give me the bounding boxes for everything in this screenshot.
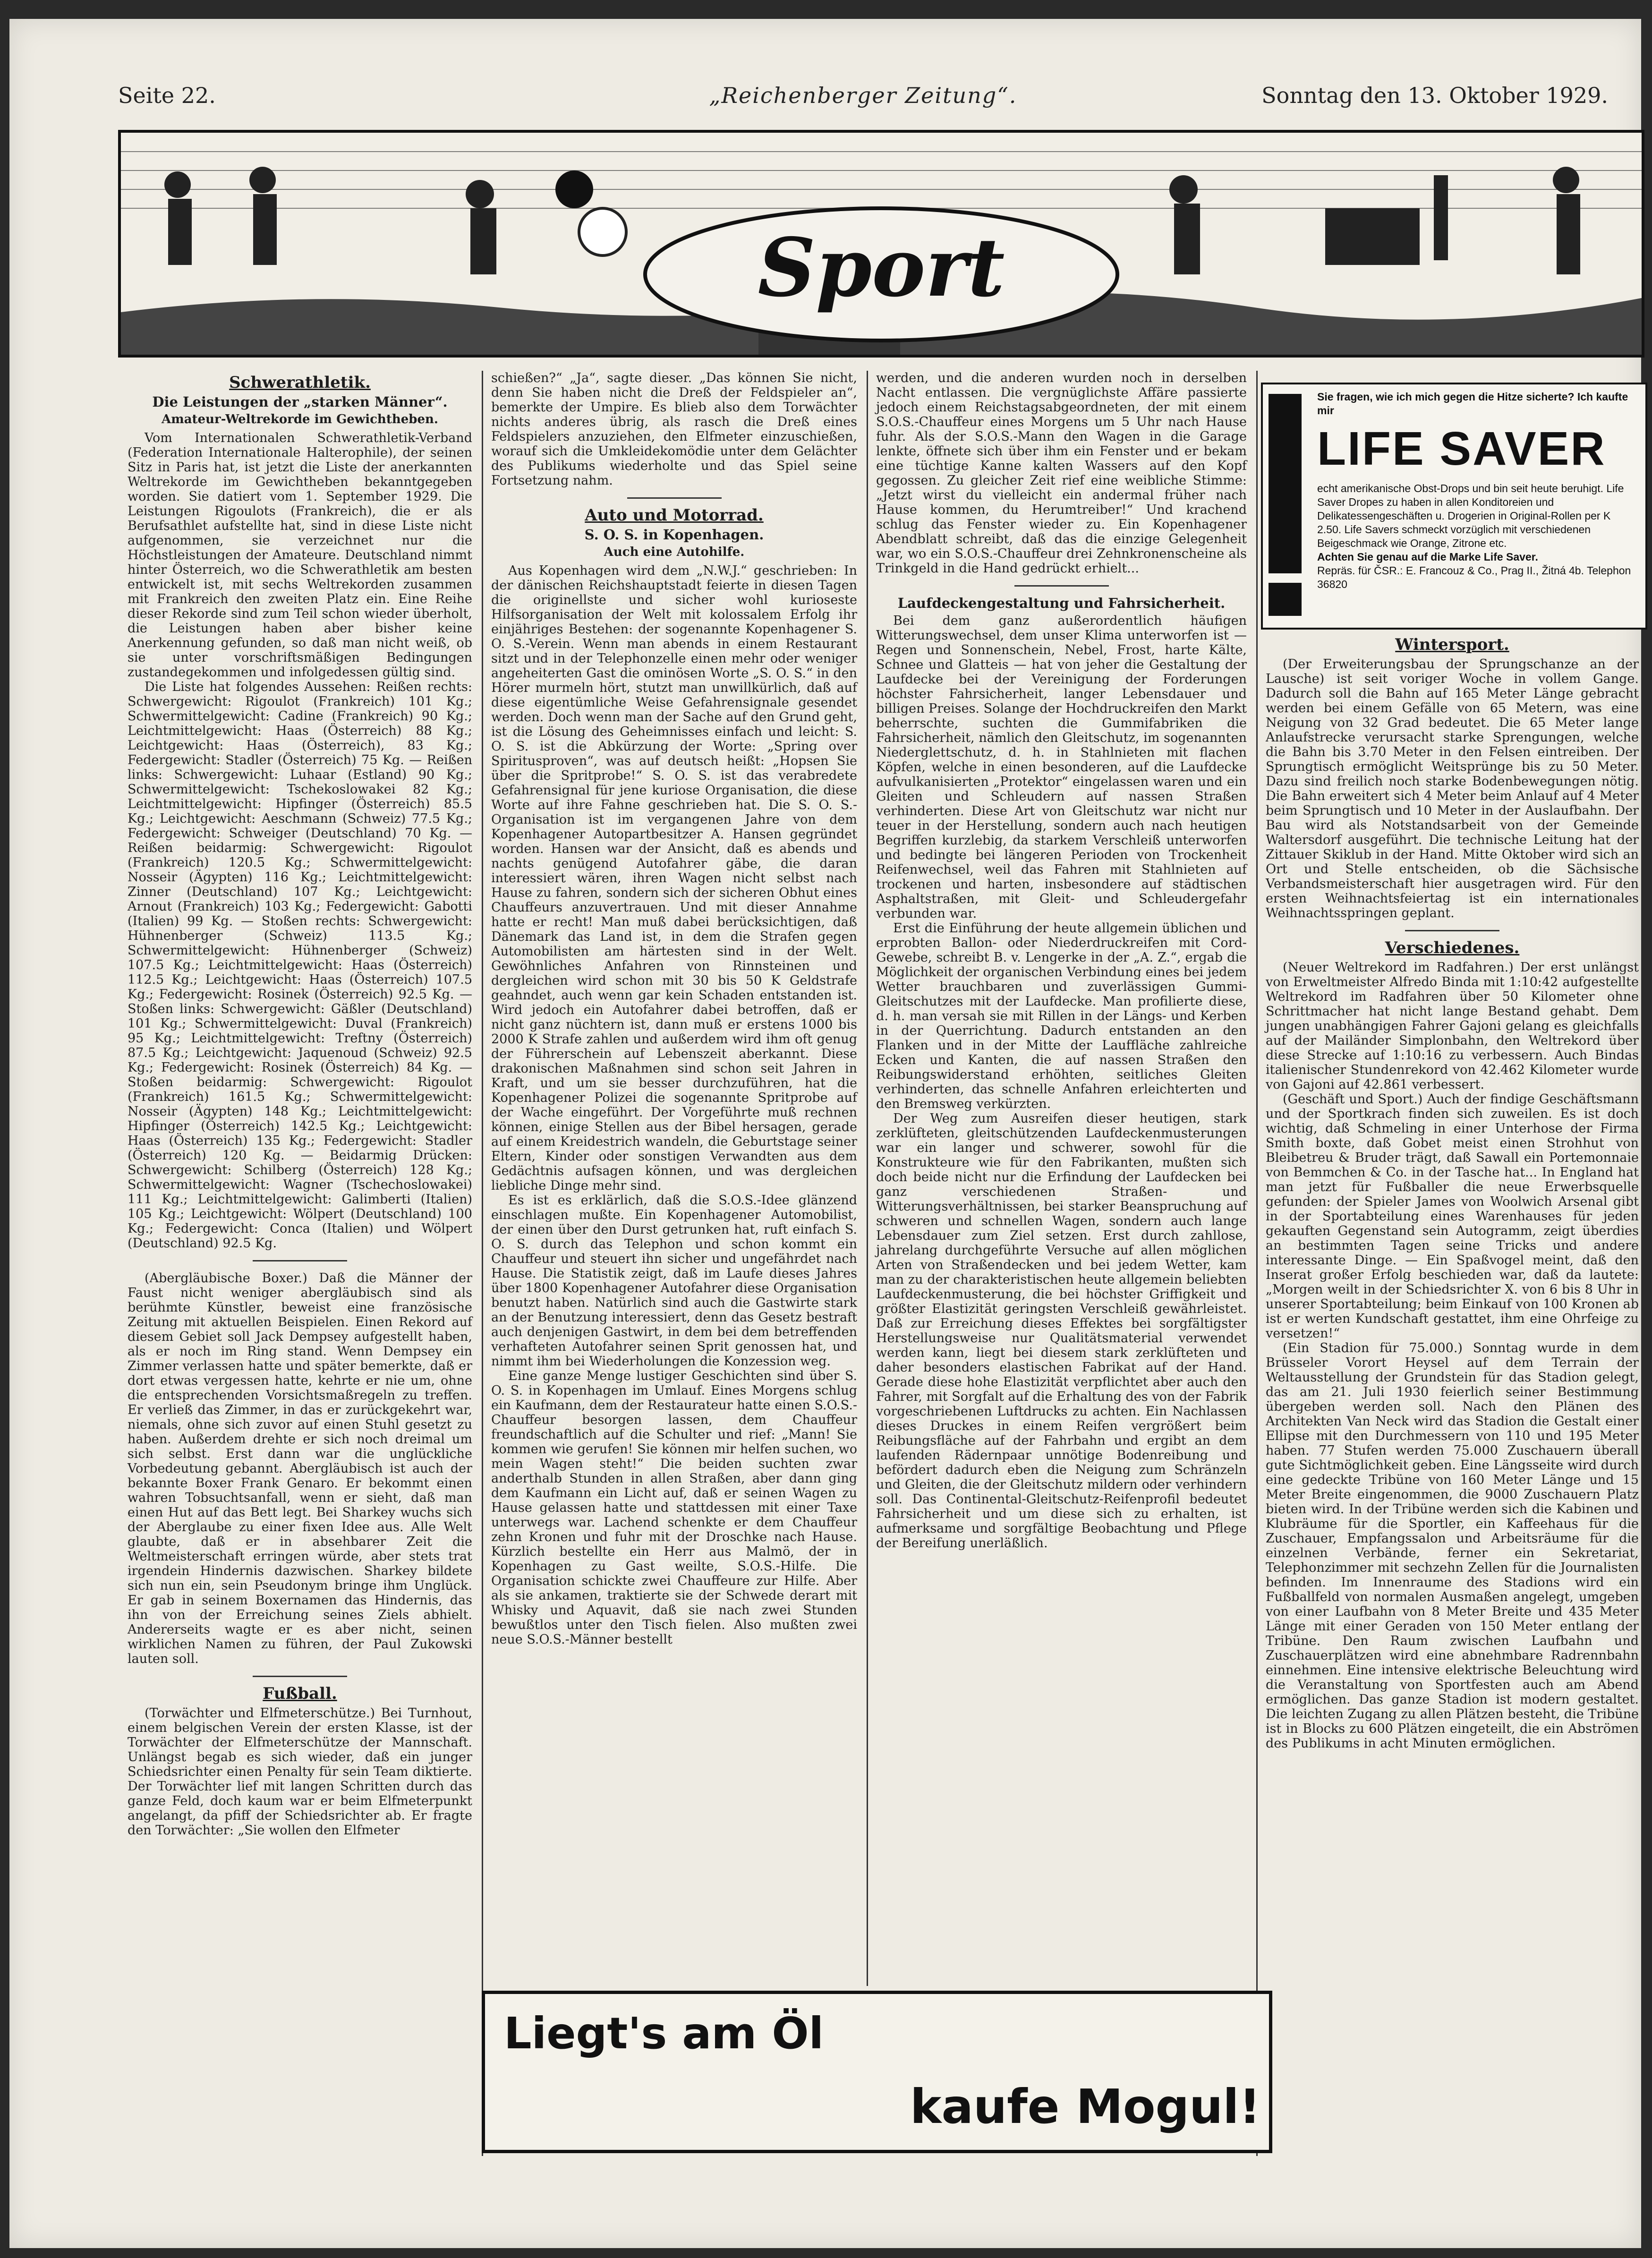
newspaper-page [9,19,1641,2248]
column-divider [482,371,483,2156]
page-header [118,83,1608,120]
article-paragraph: schießen?“ „Ja“, sagte dieser. „Das können Sie nicht, denn Sie haben nicht die Dreß der Feldspieler an“, bemerkte der Umpire. Es blieb also dem Torwächter nichts anderes übrig, als rasch die Dreß eines Feldspielers anzuziehen, den Elfmeter einzuschießen, worauf sich die Umkleidekomödie unter dem Gelächter des Publikums wiederholte und das Spiel seine Fortsetzung nahm. [491,371,857,488]
divider-rule [1405,930,1499,931]
article-paragraph: Vom Internationalen Schwerathletik-Verband (Federation Internationale Halterophile), der seinen Sitz in Paris hat, ist jetzt die Liste der anerkannten Weltrekorde im Gewichtheben bekanntgegeben worden. Sie datiert vom 1. September 1929. Die Leistungen Rigoulots (Frankreich), die er als Berufsathlet aufstellte hat, sind in diese Liste nicht aufgenommen, sie verzeichnet nur die Höchstleistungen der Amateure. Deutschland nimmt hinter Österreich, wo die Schwerathletik am besten entwickelt ist, mit sechs Weltrekorden zusammen mit Frankreich den zweiten Platz ein. Eine Reihe dieser Rekorde sind zum Teil schon wieder überholt, die Leistungen haben aber bisher keine Anerkennung gefunden, so daß man nicht weiß, ob sie unter vorschriftsmäßigen Bedingungen zustandegekommen und infolgedessen gültig sind. [128,431,472,680]
article-paragraph: (Abergläubische Boxer.) Daß die Männer der Faust nicht weniger abergläubisch sind als berühmte Künstler, beweist eine französische Zeitung mit aktuellen Beispielen. Einen Rekord auf diesem Gebiet soll Jack Dempsey aufgestellt haben, als er noch im Ring stand. Wenn Dempsey ein Zimmer verlassen hatte und später bemerkte, daß er dort etwas vergessen hatte, kehrte er nie um, ohne die entsprechenden Vorsichtsmaßregeln zu treffen. Er verließ das Zimmer, in das er zurückgekehrt war, niemals, ohne sich zuvor auf einen Stuhl gesetzt zu haben. Außerdem drehte er sich noch dreimal um sich selbst. Erst dann war die unglückliche Vorbedeutung gebannt. Abergläubisch ist auch der bekannte Boxer Frank Genaro. Er bekommt einen wahren Tobsuchtsanfall, wenn er sieht, daß man einen Hut auf das Bett legt. Bei Sharkey wuchs sich der Aberglaube zu einer fixen Idee aus. Alle Welt glaubte, daß er in absehbarer Zeit die Weltmeisterschaft erringen würde, aber stets trat irgendein Hindernis dazwischen. Sharkey bildete sich nun ein, sein Pseudonym bringe ihm Unglück. Er gab in seinem Boxernamen das Hindernis, das ihn von der Erreichung seines Ziels abhielt. Andererseits wagte er es aber nicht, seinen wirklichen Namen zu führen, der Paul Zukowski lauten soll. [128,1271,472,1666]
column-4 [1266,633,1639,1751]
ad-line-2: kaufe Mogul! [910,2079,1261,2134]
ad-body: echt amerikanische Obst-Drops und bin seit heute beruhigt. Life Saver Dropes zu haben in allen Konditoreien und Delikatessengeschäften u. Drogerien in Original-Rollen per K 2.50. Life Savers schmeckt vorzüglich mit verschiedenen Beigeschmack wie Orange, Zitrone etc. [1317,482,1624,549]
page-number: Seite 22. [118,83,216,108]
column-2 [491,371,857,1647]
section-heading-wintersport: Wintersport. [1395,635,1509,654]
newspaper-name: „Reichenberger Zeitung“. [709,83,1017,108]
article-subtitle: Auch eine Autohilfe. [604,545,745,559]
article-paragraph: Der Weg zum Ausreifen dieser heutigen, stark zerklüfteten, gleitschützenden Laufdeckenmusterungen war ein langer und schwerer, sowohl für die Konstrukteure wie für den Fabrikanten, mußten sich doch beide nicht nur die Erfindung der Laufdecken bei ganz verschiedenen Straßen- und Witterungsverhältnissen, bei starker Beanspruchung auf schweren und schnellen Wagen, sondern auch lange Lebensdauer zum Ziel setzen. Erst durch zahllose, jahrelang durchgeführte Versuche auf allen möglichen Arten von Straßendecken und bei jedem Wetter, kam man zu der charakteristischen heute allgemein beliebten Laufdeckenmusterung, die bei höchster Griffigkeit und größter Elastizität geringsten Verschleiß gewährleistet. Daß zur Erreichung dieses Effektes bei sorgfältigster Herstellungsweise nur Qualitätsmaterial verwendet werden kann, liegt bei diesem stark zerklüfteten und daher besonders elastischen Fabrikat auf der Hand. Gerade diese hohe Elastizität verpflichtet aber auch den Fahrer, mit Sorgfalt auf die Erhaltung des von der Fabrik vorgeschriebenen Luftdrucks zu achten. Ein Nachlassen dieses Druckes in einem Reifen vergrößert beim Reibungsfläche auf der Fahrbahn und ergibt an dem laufenden Rädernpaar unnötige Bodenreibung und befördert dadurch eben die Neigung zum Schränzeln und Gleiten, die der Gleitschutz mildern oder verhindern soll. Das Continental-Gleitschutz-Reifenprofil bedeutet Fahrsicherheit und um diese sich zu erhalten, ist aufmerksame und sorgfältige Beobachtung und Pflege der Bereifung unerläßlich. [876,1111,1247,1551]
record-list: Die Liste hat folgendes Aussehen: Reißen rechts: Schwergewicht: Rigoulot (Frankreich) 101 Kg.; Schwermittelgewicht: Cadine (Frankreich) 90 Kg.; Leichtmittelgewicht: Haas (Österreich) 88 Kg.; Leichtgewicht: Haas (Österreich), 83 Kg.; Federgewicht: Stadler (Österreich) 75 Kg. — Reißen links: Schwergewicht: Luhaar (Estland) 90 Kg.; Schwermittelgewicht: Tschekoslowakei 82 Kg.; Leichtmittelgewicht: Hipfinger (Österreich) 85.5 Kg.; Leichtgewicht: Aeschmann (Schweiz) 77.5 Kg.; Federgewicht: Schweiger (Deutschland) 70 Kg. — Reißen beidarmig: Schwergewicht: Rigoulot (Frankreich) 120.5 Kg.; Schwermittelgewicht: Nosseir (Ägypten) 116 Kg.; Leichtmittelgewicht: Zinner (Deutschland) 107 Kg.; Leichtgewicht: Arnout (Frankreich) 103 Kg.; Federgewicht: Gabotti (Italien) 99 Kg. — Stoßen rechts: Schwergewicht: Hühnenberger (Schweiz) 113.5 Kg.; Schwermittelgewicht: Hühnenberger (Schweiz) 107.5 Kg.; Leichtmittelgewicht: Haas (Österreich) 112.5 Kg.; Leichtgewicht: Haas (Österreich) 107.5 Kg.; Federgewicht: Rosinek (Österreich) 92.5 Kg. — Stoßen links: Schwergewicht: Gäßler (Deutschland) 101 Kg.; Schwermittelgewicht: Duval (Frankreich) 95 Kg.; Leichtmittelgewicht: Treftny (Österreich) 87.5 Kg.; Leichtgewicht: Jaquenoud (Schweiz) 92.5 Kg.; Federgewicht: Rosinek (Österreich) 84 Kg. — Stoßen beidarmig: Schwergewicht: Rigoulot (Frankreich) 161.5 Kg.; Schwermittelgewicht: Nosseir (Ägypten) 148 Kg.; Leichtmittelgewicht: Hipfinger (Österreich) 142.5 Kg.; Leichtgewicht: Haas (Österreich) 135 Kg.; Federgewicht: Stadler (Österreich) 120 Kg. — Beidarmig Drücken: Schwergewicht: Schilberg (Österreich) 128 Kg.; Schwermittelgewicht: Wagner (Tschechoslowakei) 111 Kg.; Leichtmittelgewicht: Galimberti (Italien) 105 Kg.; Leichtgewicht: Wölpert (Deutschland) 100 Kg.; Federgewicht: Conca (Italien) und Wölpert (Deutschland) 92.5 Kg. [128,680,472,1251]
exclamation-icon [1269,394,1302,573]
section-heading-schwerathletik: Schwerathletik. [229,373,371,392]
article-paragraph: (Ein Stadion für 75.000.) Sonntag wurde in dem Brüsseler Vorort Heysel auf dem Terrain der Weltausstellung der Grundstein für das Stadion gelegt, das am 21. Juli 1930 feierlich seiner Bestimmung übergeben werden soll. Nach den Plänen des Architekten Van Neck wird das Stadion die Gestalt einer Ellipse mit den Durchmessern von 110 und 195 Meter haben. 77 Stufen werden 75.000 Zuschauern überall gute Sichtmöglichkeit geben. Eine Längsseite wird durch eine gedeckte Tribüne von 160 Meter Länge und 15 Meter Breite eingenommen, die 9000 Zuschauern Platz bieten wird. In der Tribüne werden sich die Kabinen und Klubräume für die Sportler, ein Kaffeehaus für die Zuschauer, Empfangssalon und Arbeitsräume für die einzelnen Verbände, ferner ein Sekretariat, Telephonzimmer mit sechzehn Zellen für die Journalisten befinden. Im Innenraume des Stadions wird ein Fußballfeld von normalen Ausmaßen angelegt, umgeben von einer Laufbahn von 8 Meter Breite und 435 Meter Länge mit einer Geraden von 150 Meter entlang der Tribüne. Den Raum zwischen Laufbahn und Zuschauerplätzen wird eine abnehmbare Radrennbahn einnehmen. Eine intensive elektrische Beleuchtung wird die Veranstaltung von Sportfesten auch am Abend ermöglichen. Das ganze Stadion ist modern gestaltet. Die leichten Zugang zu allen Plätzen besteht, die Tribüne ist in Blocks zu 600 Plätzen eingeteilt, die ein Abströmen des Publikums in acht Minuten ermöglichen. [1266,1341,1639,1751]
athlete-figure-icon [164,171,191,198]
column-3 [876,371,1247,1551]
article-subtitle: Amateur-Weltrekorde im Gewichtheben. [162,412,438,426]
sport-banner [118,130,1644,358]
ad-contact: Repräs. für ČSR.: E. Francouz & Co., Prag II., Žitná 4b. Telephon 36820 [1317,564,1631,590]
sport-banner-illustration [121,133,1642,355]
article-paragraph: (Neuer Weltrekord im Radfahren.) Der erst unlängst von Erweltmeister Alfredo Binda mit 1:10:42 aufgestellte Weltrekord im Radfahren über 50 Kilometer ohne Schrittmacher hat nicht lange Bestand gehabt. Dem jungen unabhängigen Fahrer Gajoni gelang es gleichfalls auf der Mailänder Simplonbahn, den Weltrekord über diese Strecke auf 1:10:16 zu verbessern. Auch Bindas italienischer Stundenrekord von 42.462 Kilometer wurde von Gajoni auf 42.861 verbessert. [1266,960,1639,1092]
ball-icon [579,208,626,256]
article-paragraph: Aus Kopenhagen wird dem „N.W.J.“ geschrieben: In der dänischen Reichshauptstadt feierte in diesen Tagen die originellste und sicher wohl kurioseste Hilfsorganisation der Welt mit kolossalem Erfolg ihr einjähriges Bestehen: der sogenannte Kopenhagener S. O. S.-Verein. Wenn man abends in einem Restaurant sitzt und in der Telephonzelle einen mehr oder weniger angeheiterten Gast die ominösen Worte „S. O. S.“ in den Hörer murmeln hört, stutzt man unwillkürlich, daß auf diese eigentümliche Weise Gefahrensignale gesendet werden. Doch wenn man der Sache auf den Grund geht, ist die Lösung des Geheimnisses einfach und leicht: S. O. S. ist die Abkürzung der Worte: „Spring over Spiritusproven“, was auf deutsch heißt: „Hopsen Sie über die Spritprobe!“ S. O. S. ist das verabredete Gefahrensignal für jene kuriose Organisation, die diese Worte auf ihre Fahne geschrieben hat. Die S. O. S.-Organisation ist im vergangenen Jahre von dem Kopenhagener Autopartbesitzer A. Hansen gegründet worden. Hansen war der Ansicht, daß es abends und nachts genügend Autofahrer gäbe, die daran interessiert wären, ihren Wagen nicht selbst nach Hause zu fahren, sondern sich der sicheren Obhut eines Chauffeurs anzuvertrauen. Und mit dieser Annahme hatte er recht! Man muß dabei berücksichtigen, daß Dänemark das Land ist, in dem die Strafen gegen Automobilisten am härtesten sind in der Welt. Gewöhnliches Anfahren von Rinnsteinen und dergleichen wird schon mit 30 bis 50 K Geldstrafe geahndet, auch wenn gar kein Schaden entstanden ist. Wird jedoch ein Autofahrer dabei betroffen, daß er nicht ganz nüchtern ist, dann muß er erstens 1000 bis 2000 K Strafe zahlen und außerdem wird ihm oft genug der Führerschein auf Lebenszeit aberkannt. Diese drakonischen Maßnahmen sind schon seit Jahren in Kraft, und um sie besser durchzuführen, hat die Kopenhagener Polizei die sogenannte Spritprobe auf der Wache eingeführt. Der Vorgeführte muß rechnen können, einige Stellen aus der Bibel hersagen, gerade auf einem Kreidestrich wandeln, die Geburtstage seiner Eltern, Kinder oder sonstigen Verwandten aus dem Gedächtnis aufsagen können, und was dergleichen liebliche Dinge mehr sind. [491,563,857,1193]
life-saver-advertisement [1261,383,1647,630]
divider-rule [253,1676,347,1677]
article-paragraph: Eine ganze Menge lustiger Geschichten sind über S. O. S. in Kopenhagen im Umlauf. Eines Morgens schlug ein Kaufmann, dem der Restaurateur hatte einen S.O.S.-Chauffeur besorgen lassen, dem Chauffeur freundschaftlich auf die Schulter und rief: „Mann! Sie kommen wie gerufen! Sie können mir helfen suchen, wo mein Wagen steht!“ Die beiden suchten zwar anderthalb Stunden in allen Straßen, aber dann ging dem Kaufmann ein Licht auf, daß er seinen Wagen zu Hause gelassen hatte und stattdessen mit einer Taxe unterwegs war. Lachend schenkte er dem Chauffeur zehn Kronen und fuhr mit der Droschke nach Hause. Kürzlich bestellte ein Herr aus Malmö, der in Kopenhagen zu Gast weilte, S.O.S.-Hilfe. Die Organisation schickte zwei Chauffeure zur Hilfe. Aber als sie ankamen, traktierte sie der Schwede derart mit Whisky und Aquavit, daß sie nach zwei Stunden bewußtlos unter den Tisch fielen. Also mußten zwei neue S.O.S.-Männer bestellt [491,1369,857,1647]
article-paragraph: Es ist es erklärlich, daß die S.O.S.-Idee glänzend einschlagen mußte. Ein Kopenhagener Automobilist, der einen über den Durst getrunken hat, ruft einfach S. O. S. durch das Telephon und schon kommt ein Chauffeur und steuert ihn sicher und ungefährdet nach Hause. Die Statistik zeigt, daß im Laufe dieses Jahres über 1800 Kopenhagener Autofahrer diese Organisation benutzt haben. Natürlich sind auch die Gastwirte stark an der Benutzung interessiert, denn das Gesetz bestraft auch denjenigen Gastwirt, in dem bei dem betreffenden verhafteten Autofahrer seinen Sprit genossen hat, und nimmt ihm bei Wiederholungen die Konzession weg. [491,1193,857,1369]
article-title: Die Leistungen der „starken Männer“. [152,394,448,410]
ad-callout: Achten Sie genau auf die Marke Life Saver. [1317,551,1538,563]
mogul-oil-advertisement [482,1991,1272,2153]
article-paragraph: Erst die Einführung der heute allgemein üblichen und erprobten Ballon- oder Niederdruckreifen mit Cord-Gewebe, schreibt B. v. Lengerke in der „A. Z.“, ergab die Möglichkeit der organischen Verbindung eines bei jedem Wetter brauchbaren und zuverlässigen Gummi-Gleitschutzes mit der Laufdecke. Man profilierte diese, d. h. man versah sie mit Rillen in der Längs- und Kerben in der Querrichtung. Dadurch entstanden an den Flanken und in der Mitte der Lauffläche zahlreiche Ecken und Kanten, die auf nassen Straßen den Reibungswiderstand erhöhten, seitliches Gleiten verhinderten, das schnelle Anfahren erleichterten und den Bremsweg verkürzten. [876,921,1247,1111]
ad-headline: Sie fragen, wie ich mich gegen die Hitze sicherte? Ich kaufte mir [1317,391,1628,417]
banner-title: Sport [758,221,1005,315]
article-paragraph: werden, und die anderen wurden noch in derselben Nacht entlassen. Die vergnüglichste Affäre passierte jedoch einem Reichstagsabgeordneten, der mit einem S.O.S.-Chauffeur eines Morgens um 5 Uhr nach Hause fuhr. Als der S.O.S.-Mann den Wagen in die Garage lenkte, öffnete sich über ihm ein Fenster und er bekam eine tüchtige Kanne kalten Wassers auf den Kopf gegossen. Zu gleicher Zeit rief eine weibliche Stimme: „Jetzt wirst du vielleicht ein andermal früher nach Hause kommen, du Herumtreiber!“ Und krachend schlug das Fenster wieder zu. Ein Kopenhagener Abendblatt schreibt, daß das die einzige Gelegenheit war, wo ein S.O.S.-Chauffeur drei Zehnkronenscheine als Trinkgeld in die Hand gedrückt erhielt... [876,371,1247,576]
ad-line-1: Liegt's am Öl [504,2008,824,2059]
column-divider [867,371,868,1986]
column-1 [128,371,472,1838]
column-divider [1256,371,1258,2156]
section-heading-verschiedenes: Verschiedenes. [1385,938,1520,957]
divider-rule [1014,585,1109,587]
article-paragraph: (Geschäft und Sport.) Auch der findige Geschäftsmann und der Sportkrach finden sich zuweilen. Es ist doch wichtig, daß Schmeling in einer Unterhose der Firma Smith boxte, daß Gobet meist einen Strohhut von Bleibetreu & Bruder trägt, daß Sawall ein Portemonnaie von Bemmchen & Co. in der Tasche hat... In England hat man jetzt für Fußballer die neue Erwerbsquelle gefunden: der Spieler James von Woolwich Arsenal gibt in der Sportabteilung eines Warenhauses für jeden gekauften Gegenstand sein Autogramm, zeigt überdies an bestimmten Tagen seine Tricks und andere interessante Dinge. — Ein Spaßvogel meint, daß den Inserat großer Erfolg beschieden war, daß da lautete: „Morgen weilt in der Schiedsrichter X. von 6 bis 8 Uhr in unserer Sportabteilung; beim Einkauf von 100 Kronen ab ist er werten Kundschaft gestattet, ihm eine Ohrfeige zu versetzen!“ [1266,1092,1639,1341]
section-heading-auto: Auto und Motorrad. [585,506,764,525]
ad-brand: LIFE SAVER [1317,422,1606,475]
article-title: Laufdeckengestaltung und Fahrsicherheit. [897,595,1226,611]
divider-rule [627,497,722,499]
article-paragraph: Bei dem ganz außerordentlich häufigen Witterungswechsel, dem unser Klima unterworfen ist — Regen und Sonnenschein, Nebel, Frost, harte Kälte, Schnee und Glatteis — hat von jeher die Gestaltung der Laufdecke bei der Vereinigung der Forderungen höchster Fahrsicherheit, langer Lebensdauer und billigen Preises. Solange der Hochdruckreifen den Markt beherrschte, suchten die Gummifabriken die Fahrsicherheit, nämlich den Gleitschutz, im sogenannten Niederglettschutz, d. h. in Stahlnieten mit flachen Köpfen, welche in einen besonderen, auf die Laufdecke aufvulkanisierten „Protektor“ eingelassen waren und ein Gleiten und Schleudern auf nassen Straßen verhinderten. Diese Art von Gleitschutz war nicht nur teuer in der Herstellung, sondern auch nach heutigen Begriffen kurzlebig, da starkem Verschleiß unterworfen und bedingte bei längeren Perioden von Trockenheit Reifenwechsel, weil das Fahren mit Stahlnieten auf trockenen und harten, insbesondere auf städtischen Asphaltstraßen, mit Gleit- und Schleudergefahr verbunden war. [876,613,1247,921]
article-title: S. O. S. in Kopenhagen. [584,527,764,543]
divider-rule [253,1260,347,1261]
issue-date: Sonntag den 13. Oktober 1929. [1261,83,1608,108]
article-paragraph: (Torwächter und Elfmeterschütze.) Bei Turnhout, einem belgischen Verein der ersten Klasse, ist der Torwächter der Elfmeterschütze der Mannschaft. Unlängst begab es sich wieder, daß ein junger Schiedsrichter einen Penalty für sein Team diktierte. Der Torwächter lief mit langen Schritten durch das ganze Feld, doch kaum war er beim Elfmeterpunkt angelangt, da pfiff der Schiedsrichter ab. Er fragte den Torwächter: „Sie wollen den Elfmeter [128,1706,472,1838]
section-heading-fussball: Fußball. [263,1684,337,1703]
article-paragraph: (Der Erweiterungsbau der Sprungschanze an der Lausche) ist seit voriger Woche in vollem Gange. Dadurch soll die Bahn auf 165 Meter Länge gebracht werden bei einem Gefälle von 65 Metern, was eine Neigung von 32 Grad bedeutet. Die 65 Meter lange Anlaufstrecke verursacht starke Sprengungen, welche die Bahn bis 3.70 Meter in den Felsen eintreiben. Der Sprungtisch ermöglicht Weitsprünge bis zu 50 Meter. Dazu sind freilich noch starke Bodenbewegungen nötig. Die Bahn erweitert sich 4 Meter beim Anlauf auf 4 Meter beim Sprungtisch und 10 Meter in der Auslaufbahn. Der Bau wird als Notstandsarbeit von der Gemeinde Waltersdorf ausgeführt. Die technische Leitung hat der Zittauer Skiklub in der Hand. Mitte Oktober wird sich an Ort und Stelle entscheiden, ob die Sächsische Verbandsmeisterschaft hier ausgetragen wird. Für den ersten Weihnachtsfeiertag ist ein internationales Weihnachtsspringen geplant. [1266,657,1639,920]
